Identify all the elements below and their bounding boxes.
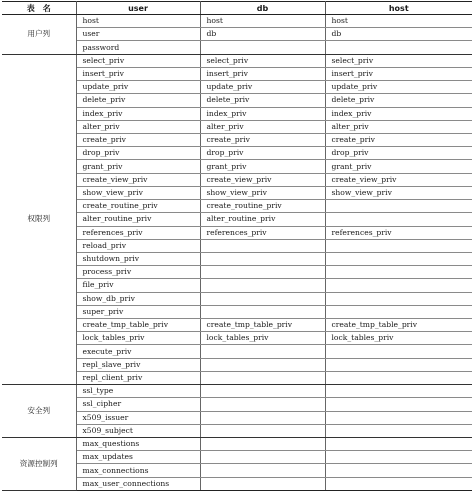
cell-host (325, 385, 472, 398)
table-row (2, 385, 472, 398)
table-row (2, 438, 472, 451)
cell-user: repl_slave_priv (76, 358, 200, 371)
cell-db: host (200, 15, 325, 28)
cell-user: x509_issuer (76, 411, 200, 424)
cell-user: create_routine_priv (76, 200, 200, 213)
cell-db (200, 398, 325, 411)
cell-db (200, 411, 325, 424)
cell-host (325, 292, 472, 305)
cell-db: create_priv (200, 133, 325, 146)
privilege-table-container (2, 1, 472, 491)
header-db: db (200, 2, 325, 15)
cell-user: create_priv (76, 133, 200, 146)
cell-host (325, 41, 472, 54)
cell-db: create_view_priv (200, 173, 325, 186)
cell-user: reload_priv (76, 239, 200, 252)
cell-host (325, 266, 472, 279)
cell-host: alter_priv (325, 120, 472, 133)
cell-db (200, 252, 325, 265)
cell-user: ssl_type (76, 385, 200, 398)
cell-db: grant_priv (200, 160, 325, 173)
cell-host (325, 200, 472, 213)
cell-host (325, 371, 472, 384)
cell-user: max_questions (76, 438, 200, 451)
cell-host (325, 411, 472, 424)
cell-db: alter_routine_priv (200, 213, 325, 226)
cell-host: show_view_priv (325, 186, 472, 199)
cell-user: create_tmp_table_priv (76, 319, 200, 332)
cell-host (325, 477, 472, 490)
cell-host: db (325, 28, 472, 41)
cell-user: file_priv (76, 279, 200, 292)
cell-host (325, 398, 472, 411)
cell-db: insert_priv (200, 67, 325, 80)
cell-db: alter_priv (200, 120, 325, 133)
cell-db: lock_tables_priv (200, 332, 325, 345)
cell-user: show_db_priv (76, 292, 200, 305)
cell-user: ssl_cipher (76, 398, 200, 411)
cell-db (200, 477, 325, 490)
cell-db (200, 371, 325, 384)
cell-db (200, 385, 325, 398)
cell-user: repl_client_priv (76, 371, 200, 384)
cell-user: drop_priv (76, 147, 200, 160)
cell-host: index_priv (325, 107, 472, 120)
cell-db (200, 424, 325, 437)
cell-user: lock_tables_priv (76, 332, 200, 345)
cell-user: insert_priv (76, 67, 200, 80)
cell-user: alter_priv (76, 120, 200, 133)
cell-user: shutdown_priv (76, 252, 200, 265)
table-row (2, 15, 472, 28)
cell-db (200, 464, 325, 477)
group-label: 安全列 (2, 385, 76, 438)
cell-db: update_priv (200, 81, 325, 94)
cell-user: grant_priv (76, 160, 200, 173)
cell-host: grant_priv (325, 160, 472, 173)
cell-user: create_view_priv (76, 173, 200, 186)
privilege-table (2, 1, 472, 491)
cell-host (325, 252, 472, 265)
group-label: 用户列 (2, 15, 76, 55)
cell-host: create_tmp_table_priv (325, 319, 472, 332)
header-row (2, 2, 472, 15)
cell-user: max_user_connections (76, 477, 200, 490)
cell-db (200, 292, 325, 305)
cell-db: drop_priv (200, 147, 325, 160)
cell-user: password (76, 41, 200, 54)
cell-host: delete_priv (325, 94, 472, 107)
group-label: 资源控制列 (2, 438, 76, 491)
cell-db: delete_priv (200, 94, 325, 107)
cell-host (325, 213, 472, 226)
cell-db: create_routine_priv (200, 200, 325, 213)
cell-host (325, 438, 472, 451)
cell-user: user (76, 28, 200, 41)
cell-db (200, 279, 325, 292)
cell-host (325, 239, 472, 252)
cell-host: select_priv (325, 54, 472, 67)
table-row (2, 54, 472, 67)
cell-db: index_priv (200, 107, 325, 120)
cell-host (325, 451, 472, 464)
cell-host: lock_tables_priv (325, 332, 472, 345)
cell-host (325, 279, 472, 292)
cell-host: create_priv (325, 133, 472, 146)
cell-user: update_priv (76, 81, 200, 94)
cell-host (325, 345, 472, 358)
cell-user: alter_routine_priv (76, 213, 200, 226)
cell-db (200, 345, 325, 358)
cell-user: max_connections (76, 464, 200, 477)
cell-db (200, 438, 325, 451)
cell-db (200, 305, 325, 318)
cell-db (200, 358, 325, 371)
cell-host: drop_priv (325, 147, 472, 160)
cell-user: host (76, 15, 200, 28)
cell-db: references_priv (200, 226, 325, 239)
header-host: host (325, 2, 472, 15)
cell-host: insert_priv (325, 67, 472, 80)
cell-user: super_priv (76, 305, 200, 318)
table-body (2, 15, 472, 491)
cell-db: create_tmp_table_priv (200, 319, 325, 332)
cell-db (200, 41, 325, 54)
cell-db (200, 451, 325, 464)
cell-host: create_view_priv (325, 173, 472, 186)
cell-db: db (200, 28, 325, 41)
cell-user: execute_priv (76, 345, 200, 358)
group-label: 权限列 (2, 54, 76, 384)
cell-user: index_priv (76, 107, 200, 120)
cell-user: delete_priv (76, 94, 200, 107)
cell-host (325, 424, 472, 437)
cell-host (325, 464, 472, 477)
header-table-name: 表 名 (2, 2, 76, 15)
cell-host (325, 358, 472, 371)
cell-user: show_view_priv (76, 186, 200, 199)
cell-host (325, 305, 472, 318)
cell-host: update_priv (325, 81, 472, 94)
cell-user: references_priv (76, 226, 200, 239)
cell-db: select_priv (200, 54, 325, 67)
cell-db: show_view_priv (200, 186, 325, 199)
cell-user: max_updates (76, 451, 200, 464)
cell-user: process_priv (76, 266, 200, 279)
cell-user: x509_subject (76, 424, 200, 437)
cell-host: host (325, 15, 472, 28)
cell-user: select_priv (76, 54, 200, 67)
header-user: user (76, 2, 200, 15)
cell-db (200, 266, 325, 279)
cell-host: references_priv (325, 226, 472, 239)
cell-db (200, 239, 325, 252)
